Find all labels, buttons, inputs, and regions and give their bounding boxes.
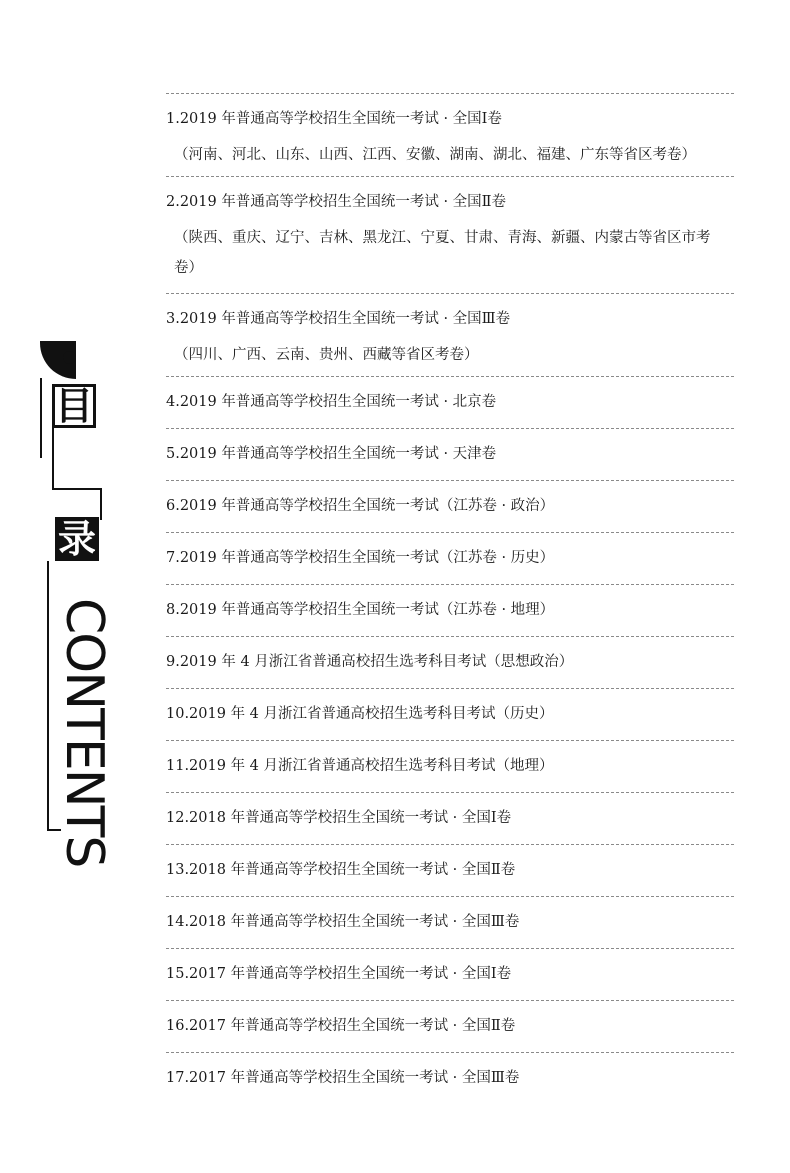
toc-entry-title: 11.2019 年 4 月浙江省普通高校招生选考科目考试（地理） xyxy=(166,758,554,774)
toc-entry[interactable] xyxy=(166,637,734,688)
toc-entry-title: 1.2019 年普通高等学校招生全国统一考试 · 全国Ⅰ卷 xyxy=(166,111,502,127)
toc-entry[interactable] xyxy=(166,94,734,176)
toc-list xyxy=(166,93,734,1104)
toc-entry-title: 4.2019 年普通高等学校招生全国统一考试 · 北京卷 xyxy=(166,394,497,410)
toc-entry[interactable] xyxy=(166,793,734,844)
toc-entry[interactable] xyxy=(166,689,734,740)
toc-entry-title: 13.2018 年普通高等学校招生全国统一考试 · 全国Ⅱ卷 xyxy=(166,862,516,878)
horizontal-rule xyxy=(52,488,102,490)
contents-sidebar xyxy=(0,0,140,1173)
toc-entry[interactable] xyxy=(166,481,734,532)
vertical-rule xyxy=(52,428,54,490)
toc-entry-title: 3.2019 年普通高等学校招生全国统一考试 · 全国Ⅲ卷 xyxy=(166,311,511,327)
toc-entry-title: 9.2019 年 4 月浙江省普通高校招生选考科目考试（思想政治） xyxy=(166,654,574,670)
toc-entry-subtitle: （河南、河北、山东、山西、江西、安徽、湖南、湖北、福建、广东等省区考卷） xyxy=(174,147,696,163)
toc-entry-title: 8.2019 年普通高等学校招生全国统一考试（江苏卷 · 地理） xyxy=(166,602,555,618)
toc-entry[interactable] xyxy=(166,533,734,584)
toc-entry[interactable] xyxy=(166,585,734,636)
toc-entry[interactable] xyxy=(166,1053,734,1104)
vertical-rule xyxy=(100,488,102,520)
toc-entry-title: 7.2019 年普通高等学校招生全国统一考试（江苏卷 · 历史） xyxy=(166,550,555,566)
toc-entry[interactable] xyxy=(166,429,734,480)
toc-entry-title: 16.2017 年普通高等学校招生全国统一考试 · 全国Ⅱ卷 xyxy=(166,1018,516,1034)
dot-ornament xyxy=(63,351,76,364)
toc-entry-subtitle: （陕西、重庆、辽宁、吉林、黑龙江、宁夏、甘肃、青海、新疆、内蒙古等省区市考卷） xyxy=(174,230,711,276)
toc-entry-title: 17.2017 年普通高等学校招生全国统一考试 · 全国Ⅲ卷 xyxy=(166,1070,520,1086)
toc-entry-title: 14.2018 年普通高等学校招生全国统一考试 · 全国Ⅲ卷 xyxy=(166,914,520,930)
vertical-rule xyxy=(47,561,49,831)
toc-entry-title: 5.2019 年普通高等学校招生全国统一考试 · 天津卷 xyxy=(166,446,497,462)
vertical-rule xyxy=(40,378,42,458)
toc-entry-title: 12.2018 年普通高等学校招生全国统一考试 · 全国Ⅰ卷 xyxy=(166,810,512,826)
toc-entry[interactable] xyxy=(166,377,734,428)
toc-entry-subtitle: （四川、广西、云南、贵州、西藏等省区考卷） xyxy=(174,347,479,363)
toc-entry-title: 10.2019 年 4 月浙江省普通高校招生选考科目考试（历史） xyxy=(166,706,554,722)
heading-glyph-mu: 目 xyxy=(52,384,96,428)
toc-entry-title: 6.2019 年普通高等学校招生全国统一考试（江苏卷 · 政治） xyxy=(166,498,555,514)
toc-entry-title: 2.2019 年普通高等学校招生全国统一考试 · 全国Ⅱ卷 xyxy=(166,194,507,210)
toc-entry[interactable] xyxy=(166,897,734,948)
toc-entry[interactable] xyxy=(166,741,734,792)
toc-entry[interactable] xyxy=(166,845,734,896)
toc-entry-title: 15.2017 年普通高等学校招生全国统一考试 · 全国Ⅰ卷 xyxy=(166,966,512,982)
contents-word: CONTENTS xyxy=(54,598,114,867)
heading-glyph-lu: 录 xyxy=(55,517,99,561)
toc-entry[interactable] xyxy=(166,294,734,376)
toc-entry[interactable] xyxy=(166,177,734,293)
toc-entry[interactable] xyxy=(166,1001,734,1052)
toc-entry[interactable] xyxy=(166,949,734,1000)
